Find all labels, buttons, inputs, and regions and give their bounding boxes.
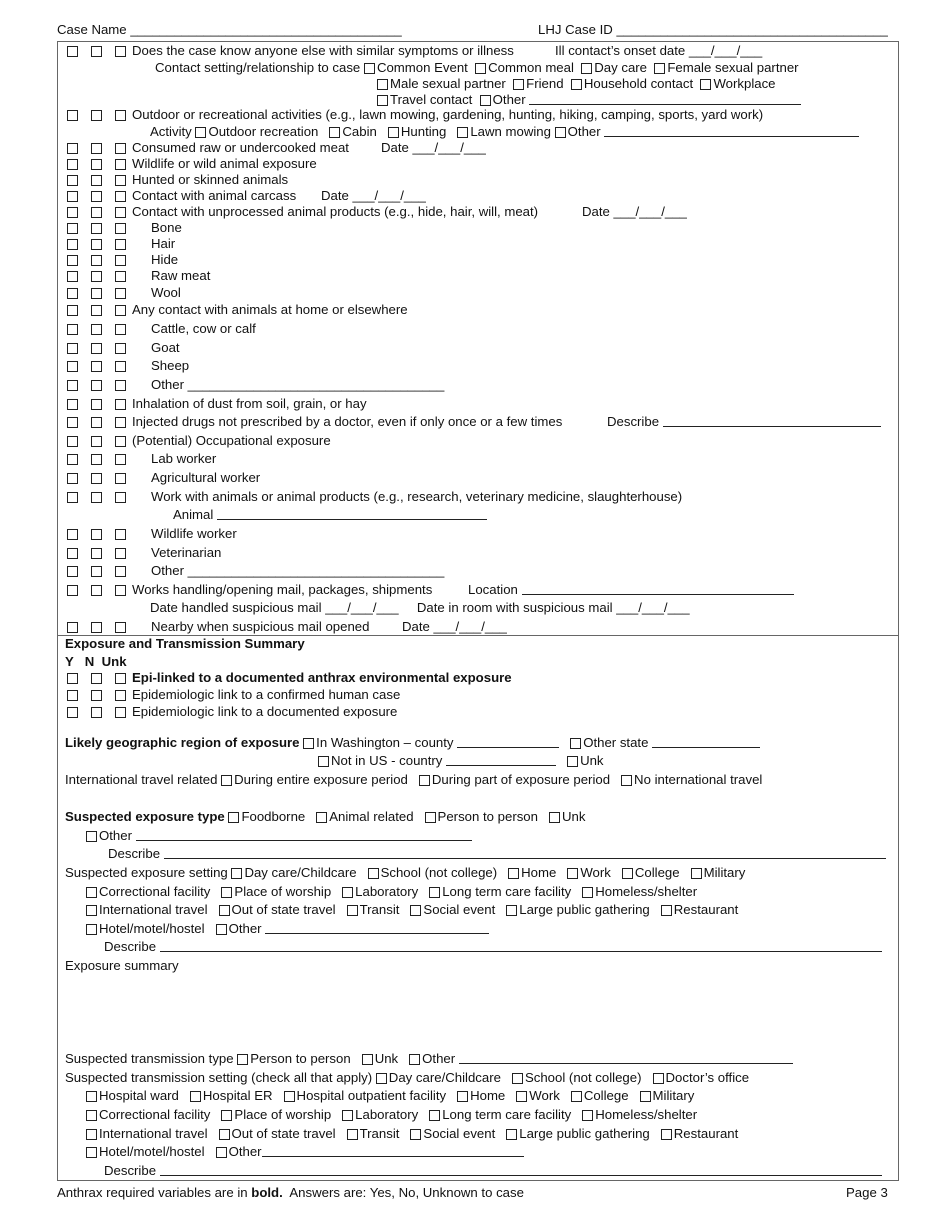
checkbox[interactable] [570,738,581,749]
unk-checkbox[interactable] [115,343,126,354]
transmission-setting-row4: International travel Out of state travel Transit Social event Large public gathering Restaurant [86,1126,738,1142]
checkbox[interactable] [419,775,430,786]
checkbox[interactable] [622,868,633,879]
exposure-label-other-animal: Other ___________________________________ [151,377,445,392]
no-checkbox[interactable] [91,239,102,250]
exposure-label-animal-products: Contact with unprocessed animal products (e.g., hide, hair, will, meat) [132,204,539,219]
contact-setting-row3: Travel contact Other [377,92,801,108]
checkbox[interactable] [237,1054,248,1065]
activity-row: Activity Outdoor recreation Cabin Hunting Lawn mowing Other [150,124,859,140]
no-checkbox[interactable] [91,305,102,316]
yes-checkbox[interactable] [67,239,78,250]
checkbox[interactable] [86,905,97,916]
checkbox[interactable] [661,905,672,916]
transmission-setting-row1: Suspected transmission setting (check all that apply) Day care/Childcare School (not college) Doctor’s office [65,1070,750,1085]
checkbox[interactable] [429,887,440,898]
yes-checkbox[interactable] [67,566,78,577]
transmission-setting-row3: Correctional facility Place of worship Laboratory Long term care facility Homeless/shelter [86,1107,697,1123]
checkbox[interactable] [190,1091,201,1102]
unk-checkbox[interactable] [115,454,126,465]
no-checkbox[interactable] [91,622,102,633]
checkbox[interactable] [640,1091,651,1102]
checkbox[interactable] [691,868,702,879]
unk-checkbox[interactable] [115,239,126,250]
yes-checkbox[interactable] [67,271,78,282]
checkbox[interactable] [219,905,230,916]
yes-checkbox[interactable] [67,548,78,559]
checkbox[interactable] [512,1073,523,1084]
case-name-field[interactable]: Case Name _____________________________________ [57,22,402,37]
exposure-label-veterinarian: Veterinarian [151,545,222,560]
yes-checkbox[interactable] [67,492,78,503]
unk-checkbox[interactable] [115,361,126,372]
checkbox[interactable] [508,868,519,879]
summary-column-headers: Y N Unk [65,654,127,669]
exposure-label-carcass: Contact with animal carcass [132,188,297,203]
no-checkbox[interactable] [91,566,102,577]
checkbox[interactable] [388,127,399,138]
intl-travel-row: International travel related During entire exposure period During part of exposure period No international travel [65,772,763,787]
mail-location[interactable]: Location [468,582,794,598]
no-checkbox[interactable] [91,436,102,447]
unk-checkbox[interactable] [115,436,126,447]
exposure-label-lab-worker: Lab worker [151,451,217,466]
checkbox[interactable] [480,95,491,106]
checkbox[interactable] [581,63,592,74]
unk-checkbox[interactable] [115,143,126,154]
checkbox[interactable] [475,63,486,74]
injected-describe[interactable]: Describe [607,414,881,430]
no-checkbox[interactable] [91,707,102,718]
exposure-label-raw-meat-product: Raw meat [151,268,211,283]
checkbox[interactable] [377,95,388,106]
yes-checkbox[interactable] [67,305,78,316]
no-checkbox[interactable] [91,399,102,410]
checkbox[interactable] [221,1110,232,1121]
no-checkbox[interactable] [91,690,102,701]
checkbox[interactable] [582,887,593,898]
no-checkbox[interactable] [91,223,102,234]
unk-checkbox[interactable] [115,288,126,299]
unk-checkbox[interactable] [115,255,126,266]
checkbox[interactable] [364,63,375,74]
no-checkbox[interactable] [91,585,102,596]
checkbox[interactable] [425,812,436,823]
geo-row2: Not in US - country Unk [318,753,604,769]
transmission-setting-row2: Hospital ward Hospital ER Hospital outpatient facility Home Work College Military [86,1088,694,1104]
checkbox[interactable] [219,1129,230,1140]
yes-checkbox[interactable] [67,622,78,633]
checkbox[interactable] [303,738,314,749]
page-number: Page 3 [846,1185,888,1200]
exposure-setting-describe: Describe [104,939,882,955]
exposure-setting-row4: Hotel/motel/hostel Other [86,921,489,937]
unk-checkbox[interactable] [115,473,126,484]
checkbox[interactable] [621,775,632,786]
exposure-label-outdoor-activities: Outdoor or recreational activities (e.g., lawn mowing, gardening, hunting, hiking, camping, sports, yard work) [132,107,764,122]
checkbox[interactable] [513,79,524,90]
exposure-label-hunted: Hunted or skinned animals [132,172,289,187]
animal-field[interactable]: Animal [173,507,487,523]
contact-setting-row1: Contact setting/relationship to case Common Event Common meal Day care Female sexual partner [155,60,799,75]
no-checkbox[interactable] [91,380,102,391]
summary-item: Epidemiologic link to a confirmed human case [132,687,401,702]
raw-meat-date[interactable]: Date ___/___/___ [381,140,486,155]
unk-checkbox[interactable] [115,175,126,186]
exposure-label-ill-contact: Does the case know anyone else with similar symptoms or illness [132,43,514,58]
checkbox[interactable] [377,79,388,90]
exposure-label-sheep: Sheep [151,358,190,373]
exposure-setting-row2: Correctional facility Place of worship Laboratory Long term care facility Homeless/shelter [86,884,697,900]
exposure-label-animal-products-worker: Work with animals or animal products (e.g., research, veterinary medicine, slaughterhouse) [151,489,683,504]
exposure-type-row: Suspected exposure type Foodborne Animal related Person to person Unk [65,809,586,824]
checkbox[interactable] [86,1147,97,1158]
summary-item: Epidemiologic link to a documented exposure [132,704,398,719]
exposure-summary-textarea[interactable] [65,976,885,1046]
no-checkbox[interactable] [91,343,102,354]
carcass-date[interactable]: Date ___/___/___ [321,188,426,203]
checkbox[interactable] [555,127,566,138]
checkbox[interactable] [410,905,421,916]
checkbox[interactable] [582,1110,593,1121]
checkbox[interactable] [567,868,578,879]
checkbox[interactable] [457,127,468,138]
unk-checkbox[interactable] [115,566,126,577]
checkbox[interactable] [86,1129,97,1140]
yes-checkbox[interactable] [67,380,78,391]
checkbox[interactable] [216,1147,227,1158]
exposure-label-nearby-mail: Nearby when suspicious mail opened [151,619,370,634]
unk-checkbox[interactable] [115,305,126,316]
other-line[interactable] [529,92,801,105]
other-line[interactable] [604,124,859,137]
exposure-label-agricultural-worker: Agricultural worker [151,470,261,485]
yes-checkbox[interactable] [67,399,78,410]
checkbox[interactable] [221,887,232,898]
exposure-label-other-occupation: Other ___________________________________ [151,563,445,578]
nearby-mail-date[interactable]: Date ___/___/___ [402,619,507,634]
checkbox[interactable] [571,79,582,90]
unk-checkbox[interactable] [115,110,126,121]
checkbox[interactable] [86,1091,97,1102]
yes-checkbox[interactable] [67,436,78,447]
yes-checkbox[interactable] [67,288,78,299]
checkbox[interactable] [216,924,227,935]
checkbox[interactable] [368,868,379,879]
yes-checkbox[interactable] [67,46,78,57]
checkbox[interactable] [347,905,358,916]
unk-checkbox[interactable] [115,380,126,391]
checkbox[interactable] [342,1110,353,1121]
exposure-label-hair: Hair [151,236,176,251]
unk-checkbox[interactable] [115,673,126,684]
no-checkbox[interactable] [91,207,102,218]
no-checkbox[interactable] [91,271,102,282]
exposure-label-injected-drugs: Injected drugs not prescribed by a doctor, even if only once or a few times [132,414,563,429]
exposure-label-hide: Hide [151,252,179,267]
no-checkbox[interactable] [91,673,102,684]
checkbox[interactable] [86,887,97,898]
yes-checkbox[interactable] [67,343,78,354]
unk-checkbox[interactable] [115,417,126,428]
unk-checkbox[interactable] [115,46,126,57]
exposure-label-raw-meat: Consumed raw or undercooked meat [132,140,349,155]
checkbox[interactable] [86,831,97,842]
checkbox[interactable] [86,924,97,935]
unk-checkbox[interactable] [115,622,126,633]
exposure-label-wool: Wool [151,285,181,300]
exposure-setting-row3: International travel Out of state travel Transit Social event Large public gathering Restaurant [86,902,738,918]
checkbox[interactable] [342,887,353,898]
exposure-label-occupational: (Potential) Occupational exposure [132,433,331,448]
checkbox[interactable] [284,1091,295,1102]
checkbox[interactable] [516,1091,527,1102]
unk-checkbox[interactable] [115,707,126,718]
no-checkbox[interactable] [91,255,102,266]
yes-checkbox[interactable] [67,223,78,234]
yes-checkbox[interactable] [67,207,78,218]
no-checkbox[interactable] [91,46,102,57]
checkbox[interactable] [654,63,665,74]
no-checkbox[interactable] [91,288,102,299]
geo-row1: Likely geographic region of exposure In Washington – county Other state [65,735,760,751]
checkbox[interactable] [571,1091,582,1102]
no-checkbox[interactable] [91,143,102,154]
exposure-label-mail-handling: Works handling/opening mail, packages, shipments [132,582,433,597]
yes-checkbox[interactable] [67,255,78,266]
animal-products-date[interactable]: Date ___/___/___ [582,204,687,219]
checkbox[interactable] [347,1129,358,1140]
no-checkbox[interactable] [91,324,102,335]
footer-note: Anthrax required variables are in bold. Answers are: Yes, No, Unknown to case [57,1185,524,1200]
no-checkbox[interactable] [91,110,102,121]
yes-checkbox[interactable] [67,707,78,718]
checkbox[interactable] [410,1129,421,1140]
checkbox[interactable] [329,127,340,138]
unk-checkbox[interactable] [115,529,126,540]
unk-checkbox[interactable] [115,324,126,335]
checkbox[interactable] [318,756,329,767]
summary-item: Epi-linked to a documented anthrax environmental exposure [132,670,512,685]
checkbox[interactable] [228,812,239,823]
checkbox[interactable] [457,1091,468,1102]
no-checkbox[interactable] [91,417,102,428]
exposure-label-dust-inhalation: Inhalation of dust from soil, grain, or hay [132,396,367,411]
yes-checkbox[interactable] [67,585,78,596]
exposure-setting-row1: Suspected exposure setting Day care/Childcare School (not college) Home Work College Military [65,865,746,880]
checkbox[interactable] [86,1110,97,1121]
yes-checkbox[interactable] [67,690,78,701]
lhj-case-id-field[interactable]: LHJ Case ID _____________________________________ [538,22,888,37]
yes-checkbox[interactable] [67,417,78,428]
yes-checkbox[interactable] [67,191,78,202]
exposure-summary-label: Exposure summary [65,958,179,973]
unk-checkbox[interactable] [115,207,126,218]
no-checkbox[interactable] [91,191,102,202]
no-checkbox[interactable] [91,548,102,559]
unk-checkbox[interactable] [115,492,126,503]
checkbox[interactable] [195,127,206,138]
unk-checkbox[interactable] [115,690,126,701]
ill-contact-onset[interactable]: Ill contact’s onset date ___/___/___ [555,43,763,58]
exposure-label-wildlife: Wildlife or wild animal exposure [132,156,317,171]
exposure-label-bone: Bone [151,220,182,235]
transmission-setting-describe: Describe [104,1163,882,1179]
yes-checkbox[interactable] [67,361,78,372]
unk-checkbox[interactable] [115,271,126,282]
checkbox[interactable] [549,812,560,823]
unk-checkbox[interactable] [115,585,126,596]
checkbox[interactable] [700,79,711,90]
yes-checkbox[interactable] [67,454,78,465]
checkbox[interactable] [653,1073,664,1084]
exposure-label-wildlife-worker: Wildlife worker [151,526,237,541]
checkbox[interactable] [661,1129,672,1140]
checkbox[interactable] [429,1110,440,1121]
no-checkbox[interactable] [91,454,102,465]
unk-checkbox[interactable] [115,548,126,559]
transmission-type-row: Suspected transmission type Person to person Unk Other [65,1051,793,1067]
yes-checkbox[interactable] [67,529,78,540]
checkbox[interactable] [221,775,232,786]
mail-dates[interactable]: Date handled suspicious mail ___/___/___ Date in room with suspicious mail ___/___/___ [150,600,690,615]
checkbox[interactable] [362,1054,373,1065]
yes-checkbox[interactable] [67,143,78,154]
no-checkbox[interactable] [91,473,102,484]
summary-title: Exposure and Transmission Summary [65,636,305,651]
checkbox[interactable] [506,905,517,916]
yes-checkbox[interactable] [67,159,78,170]
exposure-label-goat: Goat [151,340,180,355]
unk-checkbox[interactable] [115,159,126,170]
no-checkbox[interactable] [91,361,102,372]
no-checkbox[interactable] [91,529,102,540]
checkbox[interactable] [376,1073,387,1084]
no-checkbox[interactable] [91,175,102,186]
checkbox[interactable] [409,1054,420,1065]
unk-checkbox[interactable] [115,191,126,202]
checkbox[interactable] [231,868,242,879]
exposure-type-other: Other [86,828,472,844]
checkbox[interactable] [506,1129,517,1140]
checkbox[interactable] [567,756,578,767]
transmission-setting-row5: Hotel/motel/hostel Other [86,1144,524,1160]
exposure-label-cattle: Cattle, cow or calf [151,321,256,336]
contact-setting-row2: Male sexual partner Friend Household contact Workplace [377,76,776,92]
yes-checkbox[interactable] [67,324,78,335]
unk-checkbox[interactable] [115,399,126,410]
yes-checkbox[interactable] [67,175,78,186]
yes-checkbox[interactable] [67,673,78,684]
exposure-type-describe: Describe [108,846,886,862]
yes-checkbox[interactable] [67,473,78,484]
no-checkbox[interactable] [91,492,102,503]
checkbox[interactable] [316,812,327,823]
unk-checkbox[interactable] [115,223,126,234]
no-checkbox[interactable] [91,159,102,170]
exposure-label-animal-contact: Any contact with animals at home or elsewhere [132,302,408,317]
yes-checkbox[interactable] [67,110,78,121]
